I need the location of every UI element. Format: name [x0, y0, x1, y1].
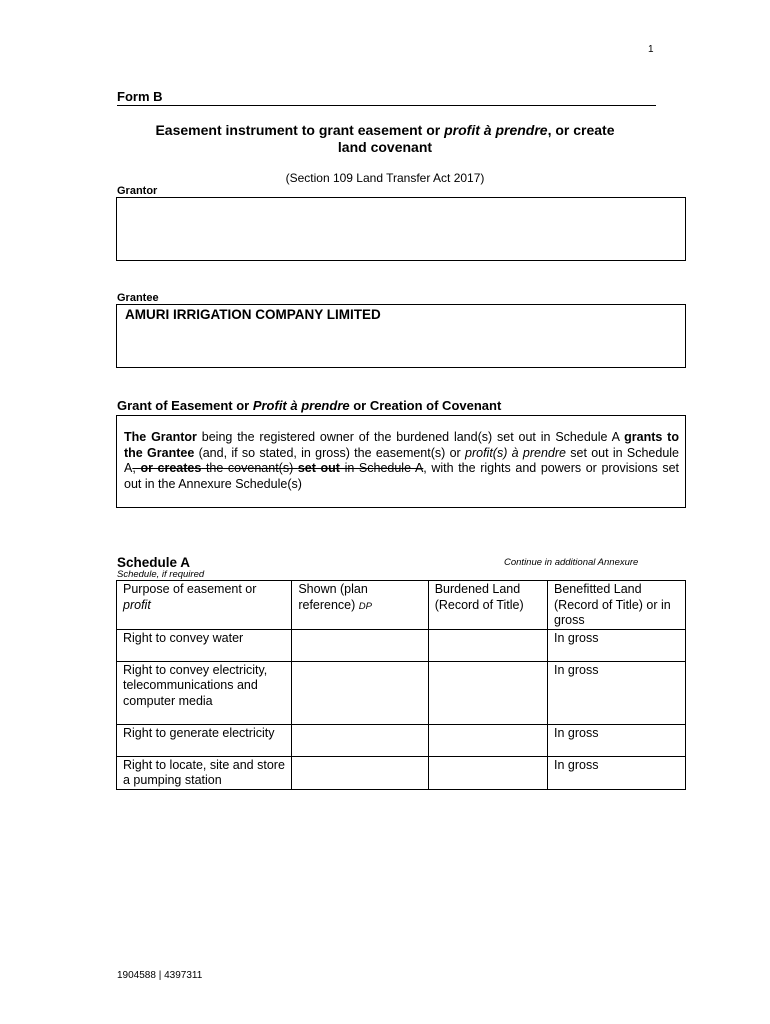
page-number: 1 — [648, 44, 654, 55]
row-burdened[interactable] — [428, 629, 547, 661]
grant-heading-part1: Grant of Easement or — [117, 398, 253, 413]
grant-text-grantor: The Grantor — [124, 430, 197, 444]
header-shown — [292, 581, 428, 630]
grant-text-2: being the registered owner of the burdened land(s) set out in Schedule A — [196, 430, 625, 444]
grantor-field[interactable] — [116, 197, 686, 261]
row-burdened[interactable] — [428, 661, 547, 724]
document-id-footer: 1904588 | 4397311 — [117, 970, 203, 981]
grant-text-4: (and, if so stated, in gross) the easement(s) or — [194, 445, 465, 460]
form-label: Form B — [117, 89, 656, 106]
table-row — [117, 724, 686, 756]
subtitle: (Section 109 Land Transfer Act 2017) — [285, 171, 485, 185]
header-purpose-italic: profit — [123, 597, 151, 612]
schedule-sub-note: Schedule, if required — [117, 569, 205, 580]
header-purpose-text: Purpose of easement or — [123, 582, 257, 596]
grant-text-6: set out in Schedule A — [124, 445, 680, 475]
row-shown[interactable] — [292, 724, 428, 756]
title-line2: land covenant — [337, 139, 433, 155]
grantee-value: AMURI IRRIGATION COMPANY LIMITED — [125, 307, 381, 322]
page-title — [117, 122, 653, 156]
row-purpose: Right to convey water — [117, 629, 292, 661]
header-shown-dp: DP — [358, 600, 372, 612]
schedule-a-heading: Schedule A — [117, 555, 191, 570]
title-part2: , or create — [547, 122, 615, 138]
row-burdened[interactable] — [428, 724, 547, 756]
row-benefitted: In gross — [548, 756, 686, 789]
header-purpose — [117, 581, 292, 630]
row-shown[interactable] — [292, 629, 428, 661]
grantee-label: Grantee — [117, 292, 159, 304]
header-benefitted: Benefitted Land (Record of Title) or in gross — [548, 581, 686, 630]
grantor-label: Grantor — [117, 185, 158, 197]
title-italic: profit à prendre — [444, 122, 548, 138]
table-row — [117, 756, 686, 789]
header-burdened: Burdened Land (Record of Title) — [428, 581, 547, 630]
grant-heading — [117, 398, 501, 413]
grantee-field[interactable] — [116, 304, 686, 368]
grant-text-grants: grants to the Grantee — [124, 430, 679, 460]
continue-note: Continue in additional Annexure — [504, 557, 639, 568]
grant-heading-italic: Profit à prendre — [252, 398, 350, 413]
row-purpose: Right to generate electricity — [117, 724, 292, 756]
row-shown[interactable] — [292, 756, 428, 789]
grant-text-struck-schedule: in Schedule A — [339, 461, 424, 475]
grant-text-struck-setout: set out — [297, 461, 340, 475]
row-burdened[interactable] — [428, 756, 547, 789]
grant-text-struck-comma: , — [132, 461, 141, 475]
row-benefitted: In gross — [548, 724, 686, 756]
grant-text-12: , with the rights and powers or provisions set out in the Annexure Schedule(s) — [124, 461, 680, 491]
row-purpose: Right to locate, site and store a pumping station — [117, 756, 292, 789]
row-purpose: Right to convey electricity, telecommunications and computer media — [117, 661, 292, 724]
table-row — [117, 661, 686, 724]
title-part1: Easement instrument to grant easement or — [155, 122, 445, 138]
table-row — [117, 629, 686, 661]
header-shown-text: Shown (plan reference) — [298, 582, 368, 612]
grant-heading-part2: or Creation of Covenant — [349, 398, 502, 413]
grant-text-box — [116, 415, 686, 508]
grant-text-profit: profit(s) à prendre — [465, 445, 566, 460]
grant-text-struck-creates: or creates — [140, 461, 202, 475]
table-header-row — [117, 581, 686, 630]
row-shown[interactable] — [292, 661, 428, 724]
row-benefitted: In gross — [548, 629, 686, 661]
row-benefitted: In gross — [548, 661, 686, 724]
grant-text-struck-covenant: the covenant(s) — [201, 461, 298, 475]
schedule-a-table — [116, 580, 686, 790]
